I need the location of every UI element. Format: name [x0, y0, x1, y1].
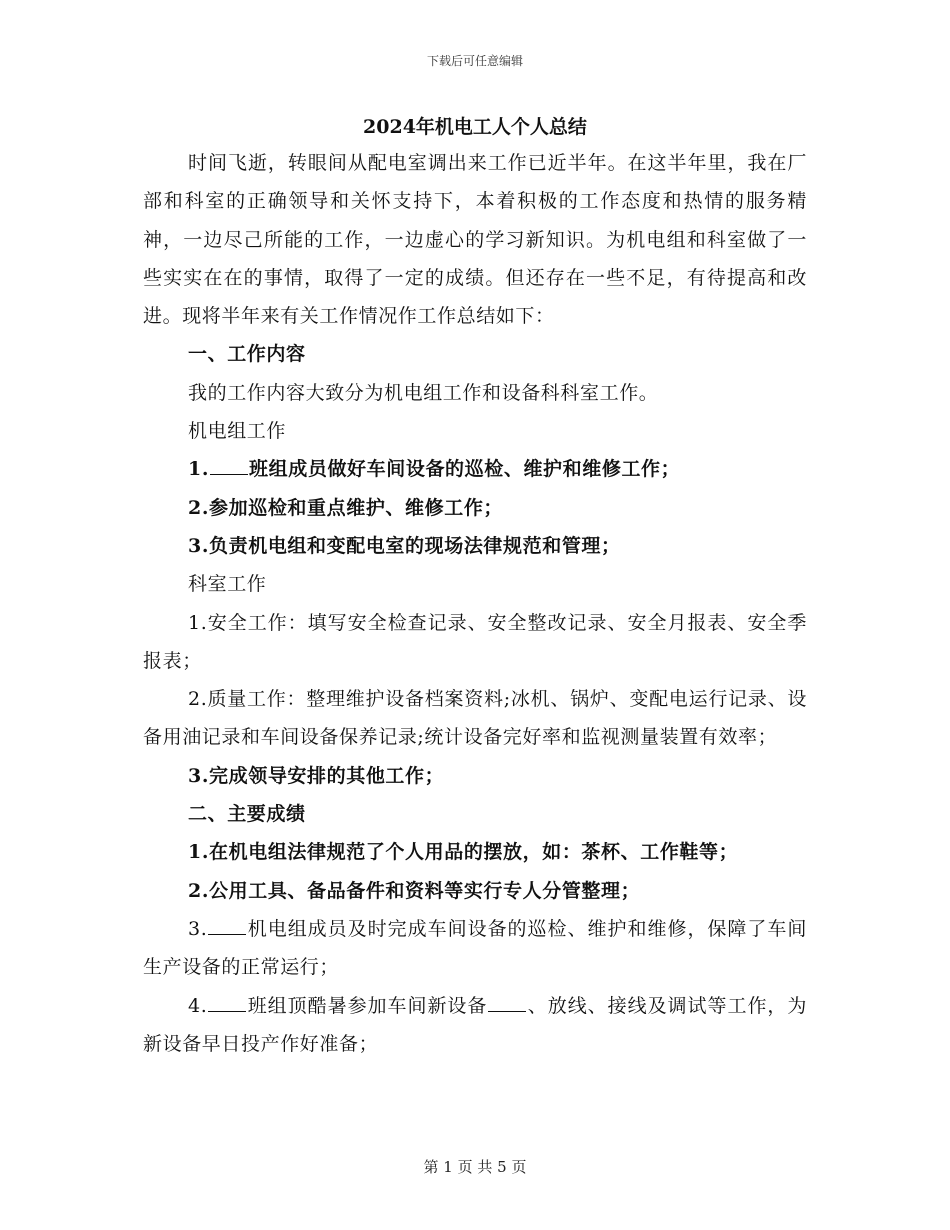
achievement-item-1: 1.在机电组法律规范了个人用品的摆放，如：茶杯、工作鞋等；	[188, 841, 739, 864]
group-item-1-text: 班组成员做好车间设备的巡检、维护和维修工作；	[249, 458, 681, 481]
blank-underline	[210, 458, 248, 475]
group-item-1	[143, 450, 807, 488]
blank-underline	[488, 995, 526, 1012]
group-item-3: 3.负责机电组和变配电室的现场法律规范和管理；	[188, 534, 621, 557]
page-header-note: 下载后可任意编辑	[426, 54, 523, 68]
intro-paragraph: 时间飞逝，转眼间从配电室调出来工作已近半年。在这半年里，我在厂部和科室的正确领导和关怀支持下，本着积极的工作态度和热情的服务精神，一边尽己所能的工作，一边虚心的学习新知识。为机电组和科室做了一些实实在在的事情，取得了一定的成绩。但还存在一些不足，有待提高和改进。现将半年来有关工作情况作工作总结如下：	[143, 152, 807, 328]
achievement-item-2: 2.公用工具、备品备件和资料等实行专人分管整理；	[188, 879, 641, 902]
achievement-item-3	[143, 910, 807, 987]
achievement-item-3-number: 3.	[188, 917, 208, 940]
achievement-item-4-text-b: 、放线、接线及调试等工作，为新设备早日投产作好准备；	[143, 994, 807, 1055]
achievement-item-4-number: 4.	[188, 994, 208, 1017]
achievement-item-4-text-a: 班组顶酷暑参加车间新设备	[247, 994, 488, 1017]
achievement-item-4	[143, 987, 807, 1064]
subheading-electromechanical-group: 机电组工作	[188, 420, 287, 443]
subheading-office-work: 科室工作	[188, 573, 267, 596]
document-body	[143, 112, 807, 1063]
blank-underline	[208, 995, 246, 1012]
page-number-footer: 第 1 页 共 5 页	[423, 1158, 527, 1176]
group-item-1-number: 1.	[188, 458, 210, 481]
section-heading-achievements: 二、主要成绩	[188, 803, 306, 826]
section-heading-work-content: 一、工作内容	[188, 343, 306, 366]
office-item-3: 3.完成领导安排的其他工作；	[188, 764, 445, 787]
achievement-item-3-text: 机电组成员及时完成车间设备的巡检、维护和维修，保障了车间生产设备的正常运行；	[143, 917, 807, 979]
work-content-summary: 我的工作内容大致分为机电组工作和设备科科室工作。	[188, 381, 659, 404]
office-item-1: 1.安全工作：填写安全检查记录、安全整改记录、安全月报表、安全季报表；	[143, 611, 807, 672]
office-item-2: 2.质量工作：整理维护设备档案资料;冰机、锅炉、变配电运行记录、设备用油记录和车间设备保养记录;统计设备完好率和监视测量装置有效率；	[143, 688, 807, 749]
document-title: 2024年机电工人个人总结	[363, 116, 587, 138]
blank-underline	[208, 918, 246, 935]
group-item-2: 2.参加巡检和重点维护、维修工作；	[188, 496, 504, 519]
